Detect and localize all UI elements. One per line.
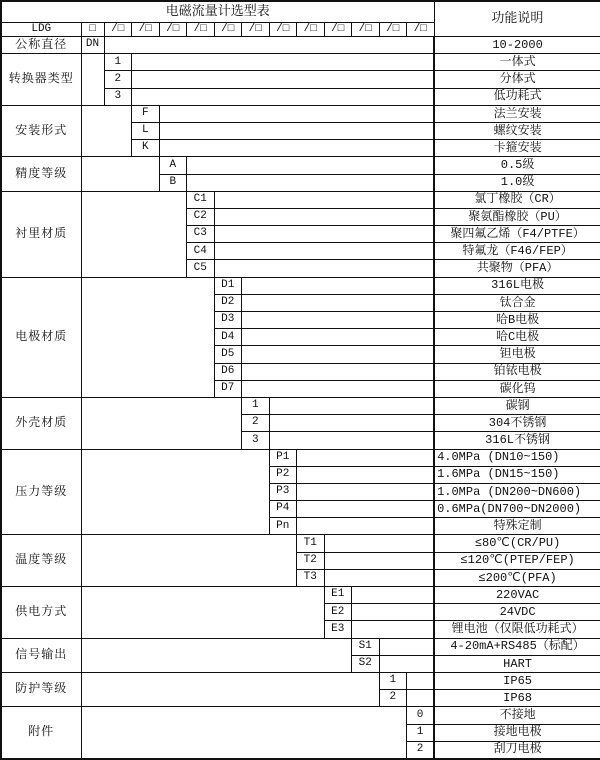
empty-right-span xyxy=(269,397,434,414)
empty-right-span xyxy=(352,604,435,621)
model-code-slash-box: /□ xyxy=(132,23,160,37)
function-cell: 特殊定制 xyxy=(434,518,600,535)
code-cell: 3 xyxy=(242,432,270,449)
table-row xyxy=(1,54,600,71)
empty-left-span xyxy=(81,157,159,191)
empty-right-span xyxy=(242,346,435,363)
empty-left-span xyxy=(81,449,269,535)
section-label: 附件 xyxy=(1,707,81,759)
function-cell: 碳化钨 xyxy=(434,380,600,397)
function-cell: 316L不锈钢 xyxy=(434,432,600,449)
table-row xyxy=(1,707,600,724)
function-cell: ≤80℃(CR/PU) xyxy=(434,535,600,552)
code-cell: 2 xyxy=(242,415,270,432)
code-cell: 0 xyxy=(407,707,435,724)
empty-right-span xyxy=(352,621,435,638)
code-cell: 2 xyxy=(407,741,435,759)
function-cell: 聚氨酯橡胶（PU） xyxy=(434,208,600,225)
function-cell: 共聚物（PFA） xyxy=(434,260,600,277)
empty-right-span xyxy=(407,690,435,707)
function-cell: 0.6MPa(DN700~DN2000) xyxy=(434,501,600,518)
empty-right-span xyxy=(159,122,434,139)
model-code-slash-box: /□ xyxy=(407,23,435,37)
page-title: 电磁流量计选型表 xyxy=(1,1,434,23)
empty-right-span xyxy=(159,105,434,122)
function-cell: 304不锈钢 xyxy=(434,415,600,432)
function-cell: 法兰安装 xyxy=(434,105,600,122)
code-cell: C5 xyxy=(187,260,215,277)
empty-right-span xyxy=(269,415,434,432)
code-cell: B xyxy=(159,174,187,191)
code-cell: Pn xyxy=(269,518,297,535)
function-cell: 哈C电极 xyxy=(434,329,600,346)
function-cell: 螺纹安装 xyxy=(434,122,600,139)
code-cell: DN xyxy=(81,37,104,54)
empty-right-span xyxy=(269,432,434,449)
section-label: 转换器类型 xyxy=(1,54,81,106)
section-label: 电极材质 xyxy=(1,277,81,397)
function-cell: 卡箍安装 xyxy=(434,140,600,157)
section-label: 供电方式 xyxy=(1,587,81,639)
function-cell: 特氟龙（F46/FEP） xyxy=(434,243,600,260)
section-label: 公称直径 xyxy=(1,37,81,54)
section-label: 衬里材质 xyxy=(1,191,81,277)
empty-right-span xyxy=(297,518,435,535)
code-cell: 2 xyxy=(379,690,407,707)
code-cell: C3 xyxy=(187,226,215,243)
section-label: 外壳材质 xyxy=(1,397,81,449)
empty-right-span xyxy=(214,243,434,260)
function-cell: 220VAC xyxy=(434,587,600,604)
table-row xyxy=(1,587,600,604)
table-row xyxy=(1,277,600,294)
model-code-slash-box: /□ xyxy=(242,23,270,37)
empty-right-span xyxy=(132,88,435,105)
empty-right-span xyxy=(214,208,434,225)
code-cell: D2 xyxy=(214,294,242,311)
section-label: 温度等级 xyxy=(1,535,81,587)
table-row xyxy=(1,157,600,174)
empty-right-span xyxy=(407,672,435,689)
code-cell: T3 xyxy=(297,569,325,586)
code-cell: P1 xyxy=(269,449,297,466)
empty-right-span xyxy=(297,466,435,483)
model-prefix: LDG xyxy=(1,23,81,37)
function-cell: ≤200℃(PFA) xyxy=(434,569,600,586)
empty-right-span xyxy=(297,501,435,518)
table-row xyxy=(1,397,600,414)
empty-right-span xyxy=(187,174,435,191)
function-cell: 0.5级 xyxy=(434,157,600,174)
empty-left-span xyxy=(81,397,242,449)
model-code-slash-box: /□ xyxy=(104,23,132,37)
code-cell: S1 xyxy=(352,638,380,655)
code-cell: P4 xyxy=(269,501,297,518)
code-cell: E2 xyxy=(324,604,352,621)
code-cell: T1 xyxy=(297,535,325,552)
table-row xyxy=(1,191,600,208)
empty-right-span xyxy=(297,483,435,500)
empty-left-span xyxy=(81,535,297,587)
model-code-slash-box: /□ xyxy=(159,23,187,37)
table-row xyxy=(1,449,600,466)
function-cell: 哈B电极 xyxy=(434,312,600,329)
empty-left-span xyxy=(81,54,104,106)
function-cell: 4.0MPa (DN10~150) xyxy=(434,449,600,466)
code-cell: E3 xyxy=(324,621,352,638)
empty-right-span xyxy=(242,294,435,311)
code-cell: D4 xyxy=(214,329,242,346)
code-cell: 1 xyxy=(407,724,435,741)
code-cell: C1 xyxy=(187,191,215,208)
code-cell: C4 xyxy=(187,243,215,260)
section-label: 安装形式 xyxy=(1,105,81,157)
function-cell: 1.6MPa (DN15~150) xyxy=(434,466,600,483)
code-cell: D3 xyxy=(214,312,242,329)
code-cell: 1 xyxy=(242,397,270,414)
empty-right-span xyxy=(132,54,435,71)
code-cell: D6 xyxy=(214,363,242,380)
empty-left-span xyxy=(81,105,132,157)
empty-right-span xyxy=(324,535,434,552)
empty-right-span xyxy=(214,260,434,277)
function-cell: IP68 xyxy=(434,690,600,707)
model-code-slash-box: /□ xyxy=(214,23,242,37)
model-code-slash-box: /□ xyxy=(379,23,407,37)
model-code-slash-box: /□ xyxy=(352,23,380,37)
empty-right-span xyxy=(297,449,435,466)
empty-right-span xyxy=(187,157,435,174)
empty-right-span xyxy=(214,226,434,243)
function-cell: 1.0级 xyxy=(434,174,600,191)
function-cell: IP65 xyxy=(434,672,600,689)
function-cell: 锂电池（仅限低功耗式） xyxy=(434,621,600,638)
function-cell: ≤120℃(PTEP/FEP) xyxy=(434,552,600,569)
table-row xyxy=(1,105,600,122)
empty-right-span xyxy=(379,638,434,655)
code-cell: P3 xyxy=(269,483,297,500)
empty-left-span xyxy=(81,707,407,759)
code-cell: 2 xyxy=(104,71,132,88)
table-row xyxy=(1,37,600,54)
section-label: 压力等级 xyxy=(1,449,81,535)
function-cell: 氯丁橡胶（CR） xyxy=(434,191,600,208)
function-cell: 刮刀电极 xyxy=(434,741,600,759)
empty-left-span xyxy=(81,638,352,672)
title-row xyxy=(1,1,600,23)
function-cell: 分体式 xyxy=(434,71,600,88)
function-cell: 316L电极 xyxy=(434,277,600,294)
function-cell: 10-2000 xyxy=(434,37,600,54)
section-label: 防护等级 xyxy=(1,672,81,706)
code-cell: S2 xyxy=(352,655,380,672)
code-cell: P2 xyxy=(269,466,297,483)
function-cell: 24VDC xyxy=(434,604,600,621)
function-cell: 一体式 xyxy=(434,54,600,71)
code-cell: A xyxy=(159,157,187,174)
function-cell: 4-20mA+RS485（标配） xyxy=(434,638,600,655)
empty-right-span xyxy=(242,329,435,346)
empty-right-span xyxy=(352,587,435,604)
function-cell: 铂铱电极 xyxy=(434,363,600,380)
function-cell: 聚四氟乙烯（F4/PTFE） xyxy=(434,226,600,243)
function-cell: 1.0MPa (DN200~DN600) xyxy=(434,483,600,500)
empty-right-span xyxy=(214,191,434,208)
function-cell: 钽电极 xyxy=(434,346,600,363)
model-code-slash-box: /□ xyxy=(187,23,215,37)
code-cell: C2 xyxy=(187,208,215,225)
empty-right-span xyxy=(242,312,435,329)
function-cell: HART xyxy=(434,655,600,672)
empty-right-span xyxy=(242,380,435,397)
table-row xyxy=(1,535,600,552)
code-cell: F xyxy=(132,105,160,122)
code-cell: 1 xyxy=(104,54,132,71)
model-code-slash-box: /□ xyxy=(269,23,297,37)
table-row xyxy=(1,638,600,655)
empty-right-span xyxy=(159,140,434,157)
code-cell: 3 xyxy=(104,88,132,105)
function-cell: 接地电极 xyxy=(434,724,600,741)
code-cell: T2 xyxy=(297,552,325,569)
empty-right-span xyxy=(379,655,434,672)
code-cell: D7 xyxy=(214,380,242,397)
empty-right-span xyxy=(104,37,434,54)
model-code-slash-box: /□ xyxy=(324,23,352,37)
empty-right-span xyxy=(324,569,434,586)
code-cell: E1 xyxy=(324,587,352,604)
empty-left-span xyxy=(81,191,187,277)
empty-right-span xyxy=(242,277,435,294)
function-cell: 不接地 xyxy=(434,707,600,724)
empty-left-span xyxy=(81,277,214,397)
empty-right-span xyxy=(324,552,434,569)
empty-left-span xyxy=(81,672,379,706)
function-cell: 碳钢 xyxy=(434,397,600,414)
code-cell: L xyxy=(132,122,160,139)
code-cell: D5 xyxy=(214,346,242,363)
code-cell: 1 xyxy=(379,672,407,689)
code-cell: D1 xyxy=(214,277,242,294)
empty-left-span xyxy=(81,587,324,639)
empty-right-span xyxy=(132,71,435,88)
empty-right-span xyxy=(242,363,435,380)
function-cell: 钛合金 xyxy=(434,294,600,311)
section-label: 精度等级 xyxy=(1,157,81,191)
table-row xyxy=(1,672,600,689)
code-cell: K xyxy=(132,140,160,157)
model-code-slash-box: /□ xyxy=(297,23,325,37)
function-cell: 低功耗式 xyxy=(434,88,600,105)
section-label: 信号输出 xyxy=(1,638,81,672)
model-code-box: □ xyxy=(81,23,104,37)
function-column-header: 功能说明 xyxy=(434,1,600,37)
